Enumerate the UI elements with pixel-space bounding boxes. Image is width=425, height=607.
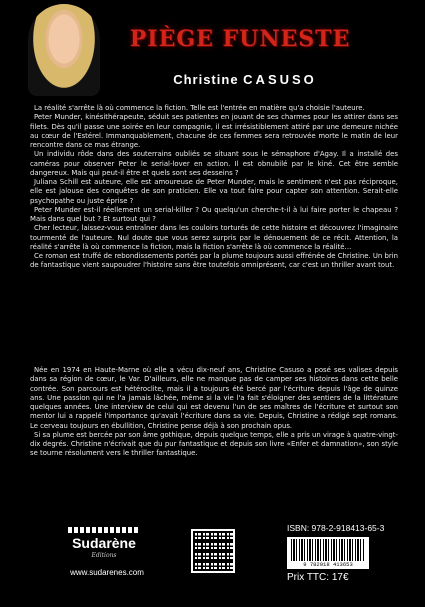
synopsis-paragraph: Peter Munder est-il réellement un serial-killer ? Ou quelqu'un cherche-t-il à lui faire porter le chapeau ? Mais dans quel but ? Et surtout qui ? bbox=[30, 205, 398, 223]
author-first-name: Christine bbox=[173, 72, 239, 87]
author-bio bbox=[30, 366, 398, 459]
synopsis-paragraph: La réalité s'arrête là où commence la fiction. Telle est l'entrée en matière qu'a choisie l'auteure. bbox=[34, 104, 365, 112]
bio-paragraph: Si sa plume est bercée par son âme gothique, depuis quelque temps, elle a pris un virage à quatre-vingt-dix degrés. Christine n'écrivait que du pur fantastique et depuis son livre «Enfer et damnation», son style se tourne résolument vers le thriller fantastique. bbox=[30, 430, 398, 458]
publisher-website[interactable]: www.sudarenes.com bbox=[70, 568, 144, 577]
author-photo bbox=[28, 4, 100, 96]
isbn: ISBN: 978-2-918413-65-3 bbox=[287, 523, 385, 533]
logo-stripes bbox=[68, 527, 140, 533]
synopsis bbox=[30, 104, 398, 271]
barcode-digits: 9 782918 413653 bbox=[303, 561, 353, 568]
qr-code bbox=[193, 531, 233, 571]
logo-subtitle: Editions bbox=[91, 552, 117, 559]
synopsis-paragraph: Peter Munder, kinésithérapeute, séduit ses patientes en jouant de ses charmes pour les attirer dans ses filets. Dès qu'il passe une soirée en leur compagnie, il est irrésistiblement attiré par une demeure nichée au cœur de l'Estérel. Immanquablement, chacune de ces femmes sera retrouvée morte le matin de leur rencontre dans ce mas étrange. bbox=[30, 113, 398, 149]
synopsis-paragraph: Ce roman est truffé de rebondissements portés par la plume toujours aussi effrénée de Christine. Un brin de fantastique vient saupoudrer l'histoire sans être toutefois omniprésent, car c'est un thriller avant tout. bbox=[30, 252, 398, 270]
barcode-lines bbox=[291, 539, 365, 561]
publisher-logo bbox=[64, 527, 144, 563]
author-name bbox=[140, 72, 350, 87]
synopsis-paragraph: Un individu rôde dans des souterrains oubliés se situant sous le sémaphore d'Agay. Il a installé des caméras pour observer Peter le serial-lover en action. Il est obnubilé par le kiné. Cet être semble dangereux. Mais qui peut-il être et quels sont ses desseins ? bbox=[30, 150, 398, 177]
bio-paragraph: Née en 1974 en Haute-Marne où elle a vécu dix-neuf ans, Christine Casuso a posé ses valises depuis dans sa région de cœur, le Var. D'ailleurs, elle ne manque pas de camper ses histoires dans cette belle contrée. Son parcours est hétéroclite, mais il a toujours été bercé par l'écriture depuis l'âge de quinze ans. Une passion qui ne l'a jamais lâchée, même si la vie l'a fait s'éloigner des sentiers de la littérature quelques années. Une interview de celui qui est devenu l'un de ses maîtres de l'écriture et surtout son mentor lui a rappelé l'importance qu'avait l'écriture dans sa vie. Depuis, Christine a rédigé sept romans. Le cerveau toujours en ébullition, Christine pense déjà à son prochain opus. bbox=[30, 366, 398, 430]
logo-wordmark: Sudarène bbox=[72, 535, 136, 551]
synopsis-paragraph: Juliana Schill est auteure, elle est amoureuse de Peter Munder, mais le sentiment n'est pas réciproque, elle est jalouse des conquêtes de son praticien. Elle va tout faire pour capter son attention. Serait-elle psychopathe ou juste éprise ? bbox=[30, 178, 398, 205]
barcode bbox=[287, 537, 369, 569]
synopsis-paragraph: Cher lecteur, laissez-vous entraîner dans les couloirs torturés de cette histoire et découvrez l'imaginaire tourmenté de l'auteure. Nul doute que vous serez surpris par le dénouement de ce récit. Attention, la réalité s'arrête là où commence la fiction, mais la fiction s'arrête là où commence la réalité… bbox=[30, 224, 398, 251]
price: Prix TTC: 17€ bbox=[287, 572, 349, 583]
book-title: PIÈGE FUNESTE bbox=[129, 26, 351, 52]
author-last-name: CASUSO bbox=[243, 72, 317, 87]
